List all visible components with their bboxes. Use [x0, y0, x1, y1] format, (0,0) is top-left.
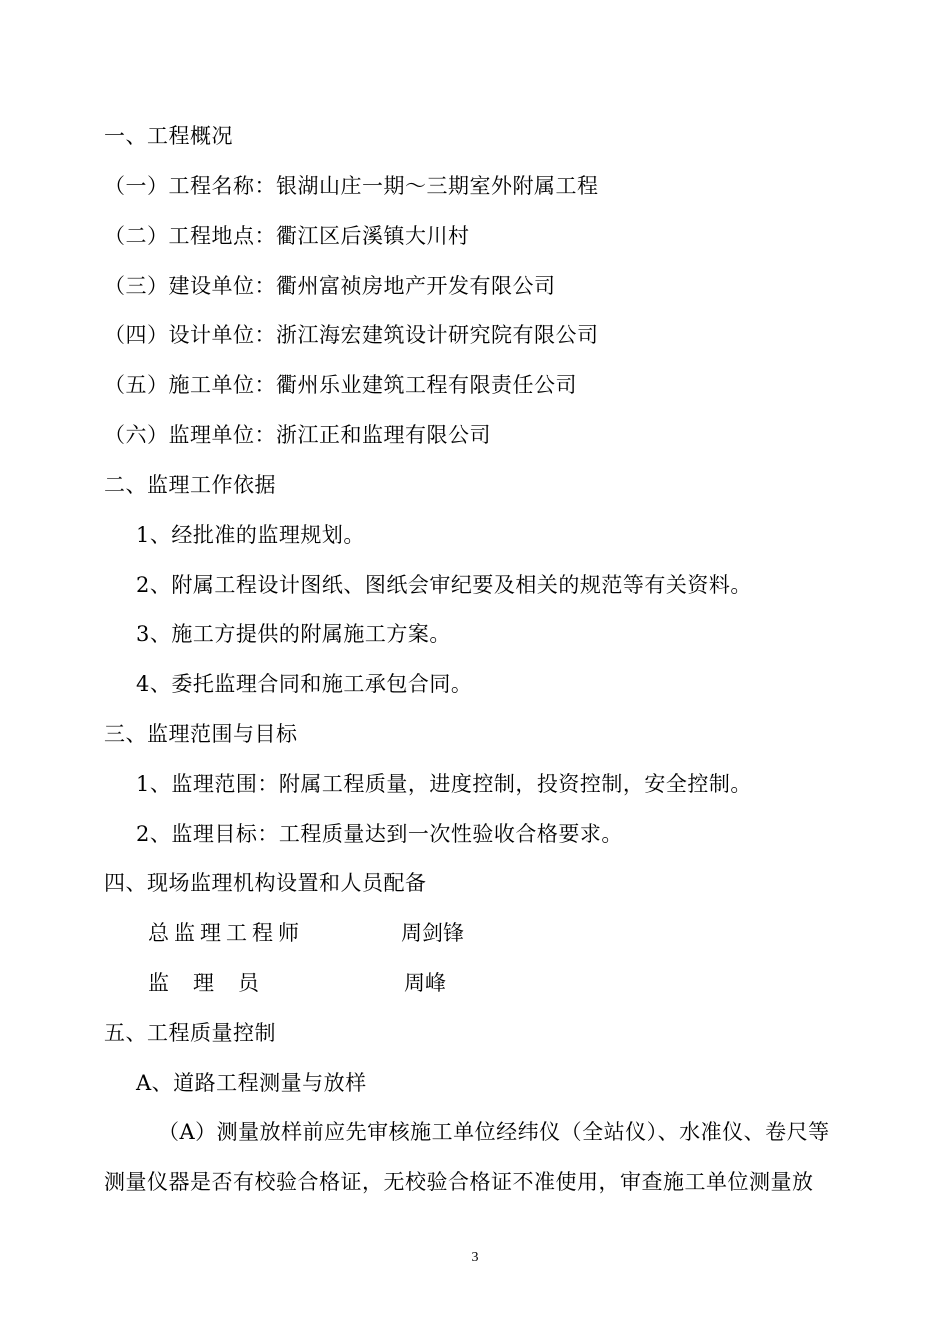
section-heading-organization: 四、现场监理机构设置和人员配备 — [104, 871, 427, 895]
staff-name-supervisor: 周峰 — [404, 971, 446, 995]
paragraph-line: 测量仪器是否有校验合格证，无校验合格证不准使用，审查施工单位测量放 — [104, 1170, 814, 1194]
basis-item: 1、经批准的监理规划。 — [136, 523, 365, 547]
basis-item: 2、附属工程设计图纸、图纸会审纪要及相关的规范等有关资料。 — [136, 573, 752, 597]
staff-role-chief-engineer: 总监理工程师 — [148, 921, 304, 945]
overview-item-design-unit: （四）设计单位：浙江海宏建筑设计研究院有限公司 — [104, 323, 599, 347]
basis-item: 3、施工方提供的附属施工方案。 — [136, 622, 451, 646]
overview-item-project-name: （一）工程名称：银湖山庄一期～三期室外附属工程 — [104, 174, 599, 198]
section-heading-basis: 二、监理工作依据 — [104, 473, 276, 497]
paragraph-line: （A）测量放样前应先审核施工单位经纬仪（全站仪）、水准仪、卷尺等 — [158, 1120, 830, 1144]
overview-item-supervisor: （六）监理单位：浙江正和监理有限公司 — [104, 423, 491, 447]
staff-role-supervisor: 监理员 — [148, 971, 283, 995]
basis-item: 4、委托监理合同和施工承包合同。 — [136, 672, 473, 696]
section-heading-scope: 三、监理范围与目标 — [104, 722, 298, 746]
overview-item-construction-unit: （三）建设单位：衢州富祯房地产开发有限公司 — [104, 274, 556, 298]
page-number: 3 — [471, 1250, 479, 1265]
scope-item: 2、监理目标：工程质量达到一次性验收合格要求。 — [136, 822, 623, 846]
section-heading-quality-control: 五、工程质量控制 — [104, 1021, 276, 1045]
scope-item: 1、监理范围：附属工程质量，进度控制，投资控制，安全控制。 — [136, 772, 752, 796]
overview-item-project-location: （二）工程地点：衢江区后溪镇大川村 — [104, 224, 470, 248]
overview-item-contractor: （五）施工单位：衢州乐业建筑工程有限责任公司 — [104, 373, 577, 397]
quality-subheading-road-survey: A、道路工程测量与放样 — [136, 1071, 367, 1095]
staff-name-chief-engineer: 周剑锋 — [401, 921, 464, 945]
section-heading-overview: 一、工程概况 — [104, 124, 233, 148]
